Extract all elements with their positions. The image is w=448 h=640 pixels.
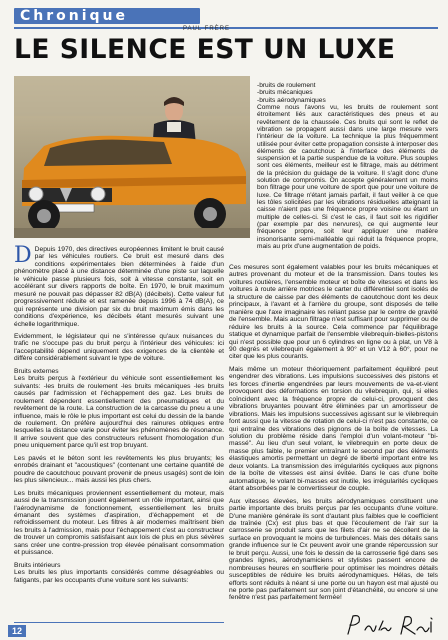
car-photo [14, 76, 250, 238]
page-title: LE SILENCE EST UN LUXE [14, 34, 396, 65]
list-item: -bruits aérodynamiques [257, 96, 326, 104]
column-right-top [257, 82, 438, 255]
paragraph-road-surface: Les pavés et le béton sont les revêtements les plus bruyants; les enrobés drainant et "acoustiques" (contenant une certaine quantité de poudre de caoutchouc pouvant provenir de pneus usagés) sont de loin les plus silencieux... mais aussi les plus chers. [14, 454, 224, 485]
paragraph-mechanical: Les bruits mécaniques proviennent essentiellement du moteur, mais aussi de la transmission jouent également un rôle important, ainsi que l'aérodynamisme de fonctionnement, essentiellement les bruits émanant des systèmes d'aspiration, d'échappement et de refroidissement du moteur. Les filtres à air modernes maîtrisent bien les bruits à l'admission, mais pour l'échappement c'est au constructeur de trouver un compromis satisfaisant aux lois de plus en plus sévères sans créer une contre-pression trop élevée pénalisant consommation et puissance. [14, 489, 224, 557]
list-item: -bruits de roulement [257, 82, 316, 89]
drop-cap: D [14, 243, 32, 268]
paragraph-external-noise: Les bruits perçus à l'extérieur du véhicule sont essentiellement les suivants: -les bruits de roulement -les bruits mécaniques -les bruits causés par l'admission et l'échappement des gaz. Les bruits de roulement dépendent essentiellement des pneumatiques et du revêtement de la route. La construction de la carcasse du pneu a une influence, mais le rôle le plus important est celui du dessin de la bande de roulement. On préfère aujourd'hui des rainures obliques entre lesquelles la distance varie pour éviter les phénomènes de résonance. Il arrive souvent que des constructeurs refusent l'homologation d'un pneu uniquement parce qu'il est trop bruyant. [14, 375, 224, 450]
intro-text: Depuis 1970, des directives européennes limitent le bruit causé par les véhicules routiers. Ce bruit est mesuré dans des conditions expérimentales bien déterminées à l'aide d'un phénomètre placé à une distance déterminée d'une piste sur laquelle le véhicule passe plusieurs fois, soit à vitesse constante, soit en accélérant sur divers rapports de boîte. En 1970, le bruit maximum mesuré ne pouvait pas dépasser 82 dB(A) (décibels). Cette valeur fut progressivement réduite et est ramenée depuis 1996 à 74 dB(A), ce qui représente une division par six du bruit maximum émis dans les conditions d'expérience, les décibels étant mesurés suivant une échelle logarithmique. [14, 246, 224, 328]
rubric-label: Chronique [14, 8, 200, 24]
paragraph-aerodynamic: Aux vitesses élevées, les bruits aérodynamiques constituent une partie importante des bruits perçus par les occupants d'une voiture. D'une manière générale ils sont d'autant plus faibles que le coefficient de traînée (Cx) est plus bas et que l'écoulement de l'air sur la carrosserie se produit sans que les filets d'air ne se décollent de la surface en provoquant le moins de turbulences. Mais des détails sans grande influence sur le Cx peuvent avoir une grande répercussion sur le bruit perçu. Aussi, une fois le dessin de la carrosserie figé dans ses grandes lignes, aérodynamiciens et stylistes passent encore de nombreuses heures en soufflerie pour optimiser les moindres détails susceptibles de réduire les bruits aérodynamiques. Hélas, de tels efforts sont réduits à néant si une porte ou un hayon est mal ajusté ou ne porte pas parfaitement sur son joint d'étanchéité, ou encore si une fenêtre n'est pas parfaitement fermée! [229, 497, 438, 602]
section-heading-external: Bruits externes [14, 367, 59, 375]
page-number: 12 [8, 625, 26, 637]
paragraph-legislator: Evidemment, le législateur qui ne s'intéresse qu'aux nuisances du trafic ne s'occupe pas du bruit perçu à l'intérieur des véhicules: ici l'acceptabilité dépend uniquement des exigences de la clientèle et diffère considérablement suivant le type de voiture. [14, 332, 224, 363]
footer-rule [14, 622, 224, 623]
column-left [14, 243, 224, 589]
paragraph-intro [14, 243, 224, 328]
author-signature [345, 612, 440, 638]
section-heading-internal: Bruits intérieurs [14, 561, 61, 569]
author-byline: PAUL FRÈRE [183, 26, 231, 32]
list-item: -bruits mécaniques [257, 89, 313, 97]
paragraph-rolling-noise: Comme nous l'avons vu, les bruits de roulement sont étroitement liés aux caractéristiques des pneus et au revêtement de la chaussée. Ces bruits qui sont le reflet de vibration se propagent aussi dans une large mesure vers l'intérieur de la voiture. La technique la plus fréquemment utilisée pour éviter cette propagation consiste à interposer des éléments de caoutchouc à l'interface des éléments de suspension et la partie suspendue de la voiture. Plus souples sont ces éléments, meilleur est le filtrage, mais au détriment de la précision du guidage de la voiture. Il s'agit donc d'une solution de compromis. On accepte généralement un moins bon filtrage pour une voiture de sport que pour une voiture de luxe. Ce filtrage n'étant jamais parfait, il faut veiller à ce que les tôles solicitées par les vibrations résiduelles atteignant la caisse n'aient pas une fréquence propre voisine ou étant un multiple de celles-ci. Si c'est le cas, il faut soit les rigidifier (par exemple par des nervures), ce qui augmente leur fréquence propre, soit leur appliquer une matière insonorisante semi-malléable qui réduit la fréquence propre, mais au prix d'une augmentation de poids. [257, 103, 439, 250]
paragraph-mechanical-isolation: Ces mesures sont également valables pour les bruits mécaniques et autres provenant du moteur et de la transmission. Dans toutes les voitures routières, l'ensemble moteur et boîte de vitesses et dans les voitures à route arrière motrices le carter du différentiel sont isolés de la structure de caisse par des éléments de caoutchouc dont les deux principaux, à l'avant et à l'arrière du groupe, sont disposés de telle manière que l'axe imaginaire les reliant passe par le centre de gravité de l'ensemble. Mais aucun filtrage n'est suffisant pour supprimer ou de réduire les bruits à la source. Cela commence par l'équilibrage statique et dynamique parfait de l'ensemble vilebrequin-bielles-pistons qui n'est possible que pour un 6 cylindres en ligne ou à plat, un V8 à 90 degrés et vilebrequin également à 90° et un V12 à 60°, pour ne citer que les plus courants. [229, 264, 438, 361]
column-right [229, 264, 438, 607]
car-photo-illustration [14, 76, 250, 238]
paragraph-internal-noise: Les bruits les plus importants considérés comme désagréables ou fatigants, par les occupants d'une voiture sont les suivants: [14, 569, 224, 584]
paragraph-dual-mass-flywheel: Mais même un moteur théoriquement parfaitement équilibré peut engendrer des vibrations. Les impulsions successives des pistons et les forces d'inertie engendrées par leurs mouvements de va-et-vient provoquent des déformations en torsion du vilebrequin, qui, si elles coïncident avec la fréquence propre de celui-ci, provoquent des vibrations bruyantes pouvant être éliminées par un amortisseur de vibrations. Mais les impulsions successives agissant sur le vilebrequin font aussi que la vitesse de rotation de celui-ci n'est pas constante, ce qui entraîne des vibrations des pignons de la boîte de vitesses. La solution du problème réside dans l'emploi d'un volant-moteur "bi-massé". Au lieu d'un seul volant, le vilebrequin en porte deux de masse plus faible, le premier entraînant le second par des éléments élastiques amortis permettant un degré de liberté important entre les deux volants. La transmission des irrégularités cycliques aux pignons de la boîte de vitesses est ainsi évitée. Dans le cas d'une boîte automatique, le volant bi-masses est inutile, les irrégularités cycliques étant absorbées par le convertisseur de couple. [229, 365, 438, 493]
